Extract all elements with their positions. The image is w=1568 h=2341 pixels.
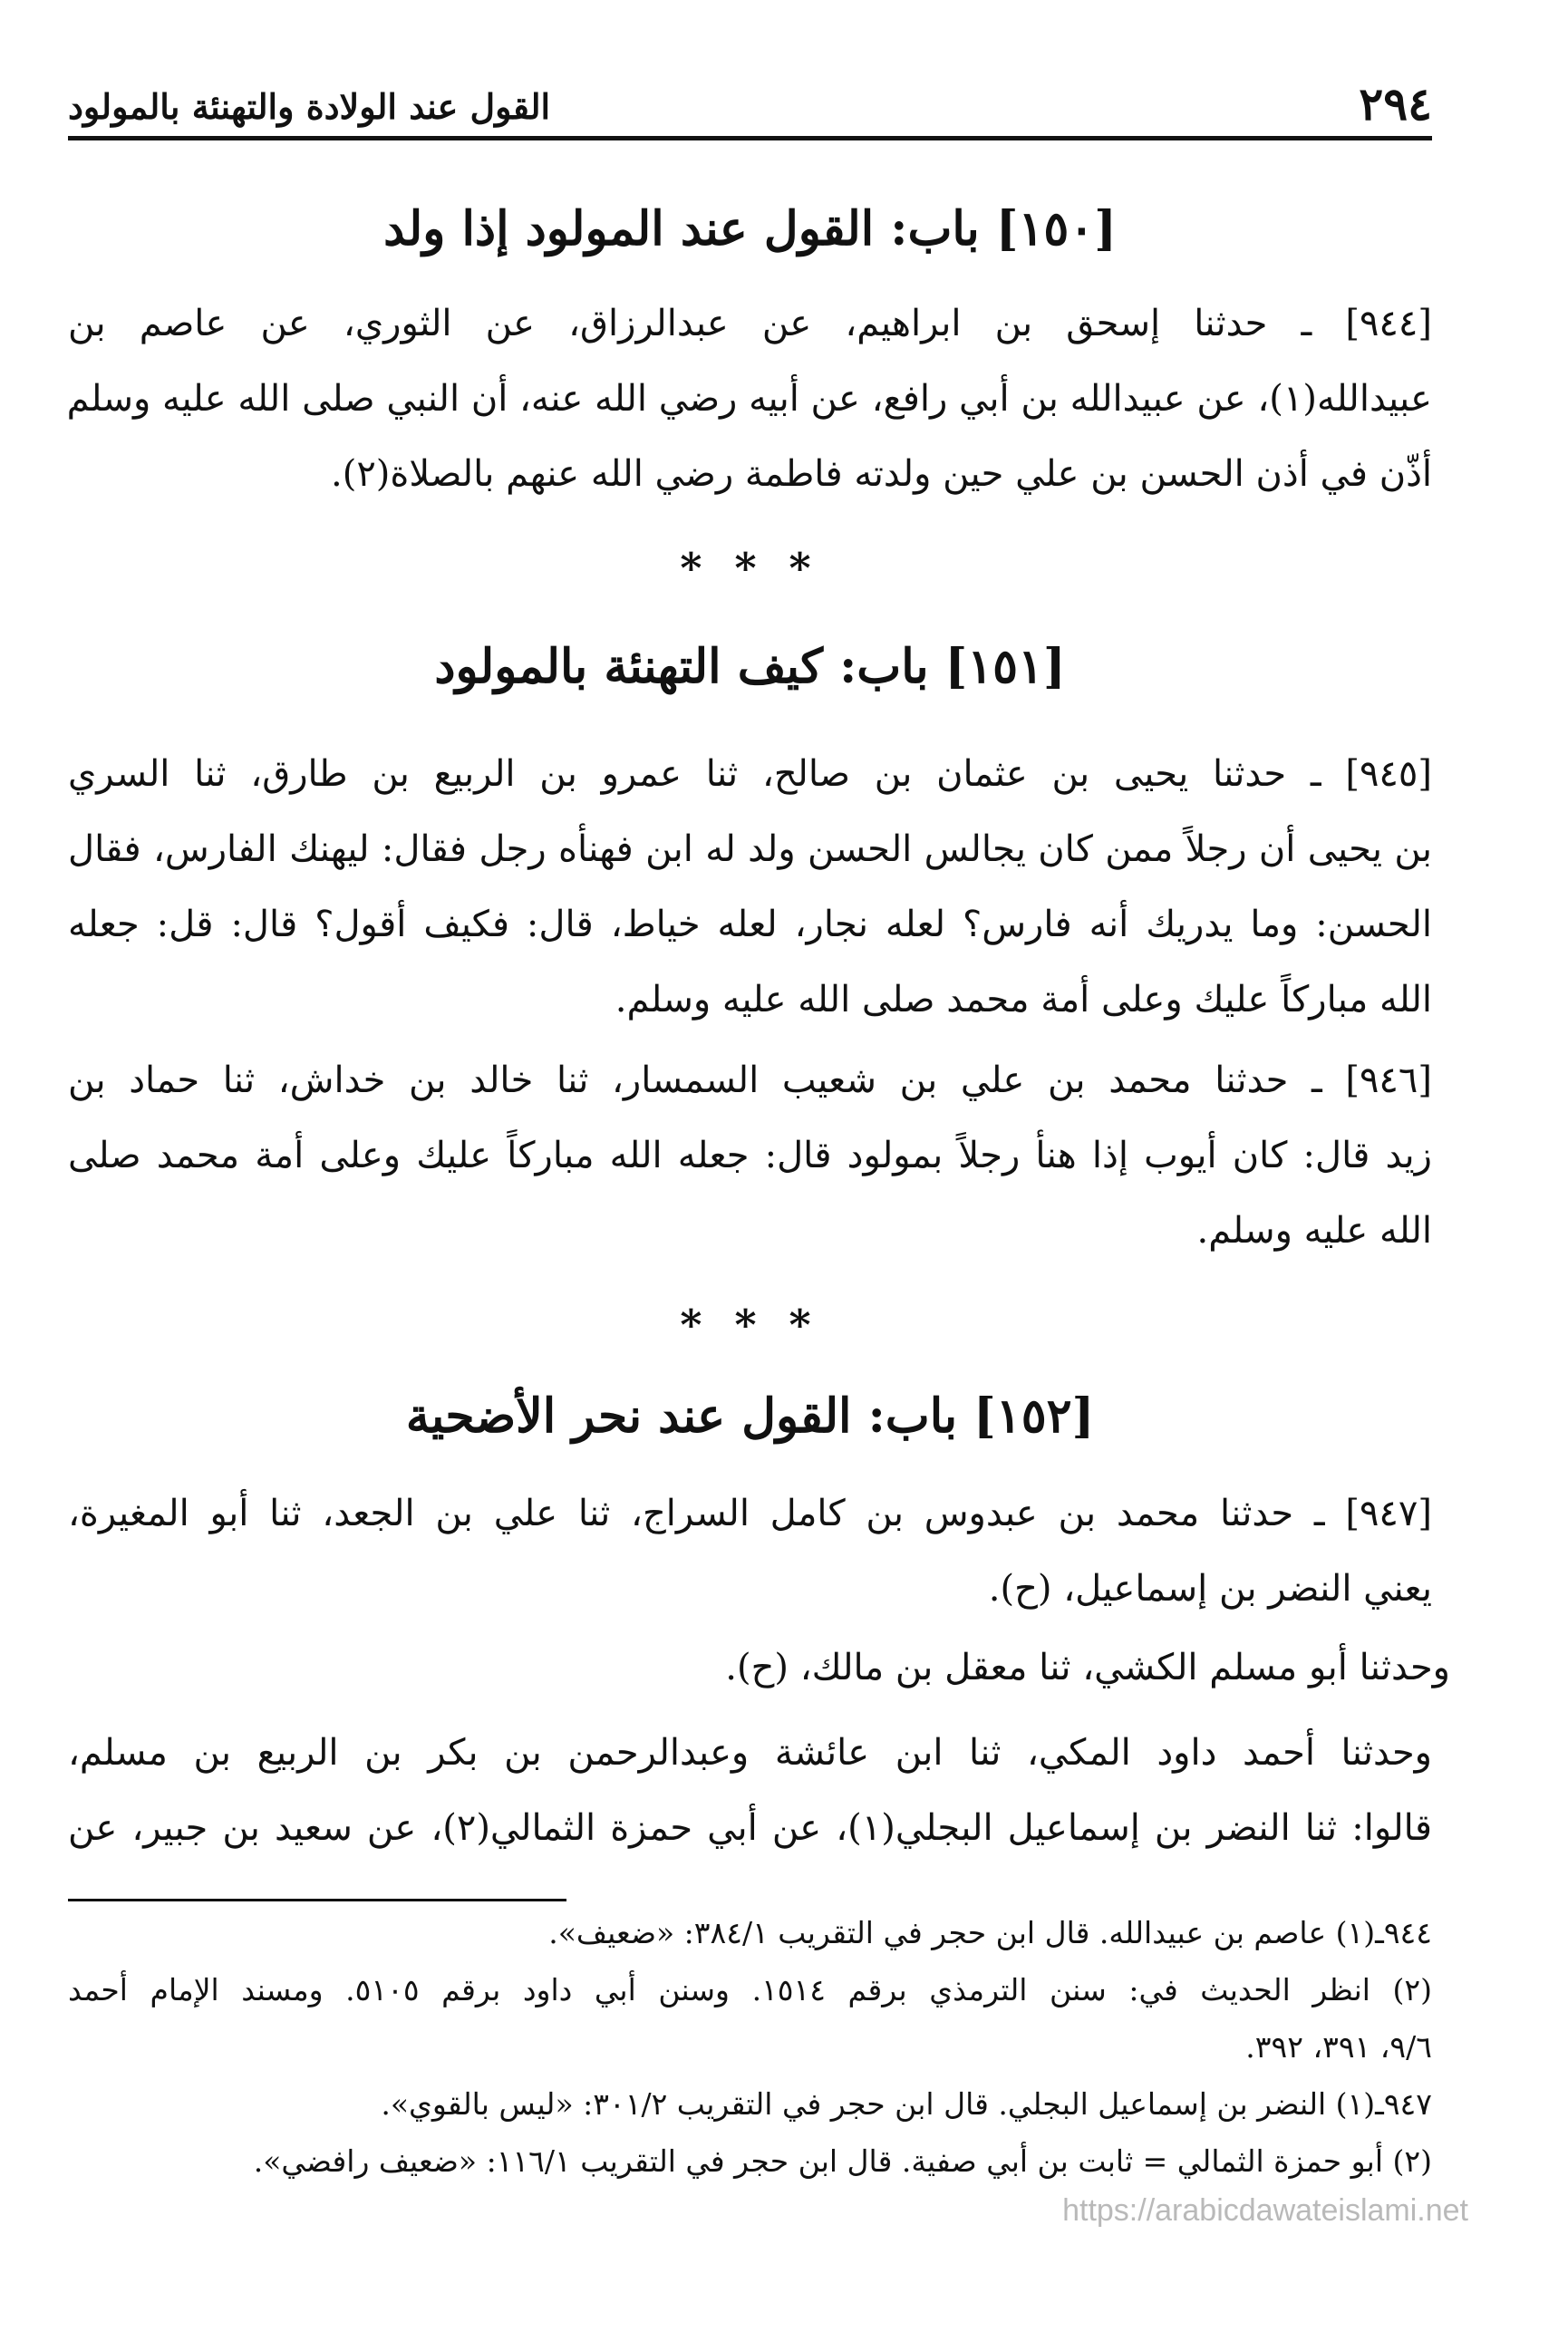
hadith-947-line-1: [٩٤٧] ـ حدثنا محمد بن عبدوس بن كامل السراج، ثنا علي بن الجعد، ثنا أبو المغيرة،: [68, 1493, 1432, 1534]
section-heading-151: [١٥١] باب: كيف التهنئة بالمولود: [434, 639, 1066, 694]
footnote-944-2: (٢) انظر الحديث في: سنن الترمذي برقم ١٥١٤. وسنن أبي داود برقم ٥١٠٥. ومسند الإمام أحمد: [68, 1972, 1432, 2007]
section-heading-152: [١٥٢] باب: القول عند نحر الأضحية: [405, 1388, 1095, 1444]
footnote-947-2: (٢) أبو حمزة الثمالي = ثابت بن أبي صفية. قال ابن حجر في التقريب ١١٦/١: «ضعيف رافضي».: [253, 2143, 1432, 2179]
page-number: ٢٩٤: [1359, 77, 1432, 131]
hadith-945-line-4: الله مباركاً عليك وعلى أمة محمد صلى الله عليه وسلم.: [615, 979, 1432, 1021]
section-separator: * * *: [680, 1301, 820, 1349]
hadith-944-line-3: أذّن في أذن الحسن بن علي حين ولدته فاطمة رضي الله عنهم بالصلاة(٢).: [330, 453, 1432, 495]
hadith-945-line-1: [٩٤٥] ـ حدثنا يحيى بن عثمان بن صالح، ثنا عمرو بن الربيع بن طارق، ثنا السري: [68, 753, 1432, 795]
hadith-946-line-2: زيد قال: كان أيوب إذا هنأ رجلاً بمولود قال: جعله الله مباركاً عليك وعلى أمة محمد صلى: [68, 1135, 1432, 1176]
hadith-946-line-1: [٩٤٦] ـ حدثنا محمد بن علي بن شعيب السمسار، ثنا خالد بن خداش، ثنا حماد بن: [68, 1059, 1432, 1101]
footnote-944-2-cont: ٩/٦، ٣٩١، ٣٩٢.: [1245, 2029, 1432, 2065]
hadith-945-line-2: بن يحيى أن رجلاً ممن كان يجالس الحسن ولد له ابن فهنأه رجل فقال: ليهنك الفارس، فقال: [68, 828, 1432, 870]
hadith-947-line-2: يعني النضر بن إسماعيل، (ح).: [988, 1568, 1432, 1610]
hadith-947-chain-3-line-2: قالوا: ثنا النضر بن إسماعيل البجلي(١)، عن أبي حمزة الثمالي(٢)، عن سعيد بن جبير، عن: [68, 1807, 1432, 1849]
footnote-944-1: ٩٤٤ـ(١) عاصم بن عبيدالله. قال ابن حجر في التقريب ٣٨٤/١: «ضعيف».: [548, 1915, 1432, 1950]
section-heading-150: [١٥٠] باب: القول عند المولود إذا ولد: [383, 201, 1117, 256]
page-header: [68, 74, 1432, 140]
watermark-url: https://arabicdawateislami.net: [1062, 2193, 1468, 2228]
hadith-947-chain-2: وحدثنا أبو مسلم الكشي، ثنا معقل بن مالك، (ح).: [725, 1647, 1450, 1688]
hadith-947-chain-3-line-1: وحدثنا أحمد داود المكي، ثنا ابن عائشة وعبدالرحمن بن بكر بن الربيع بن مسلم،: [68, 1732, 1432, 1774]
footnote-947-1: ٩٤٧ـ(١) النضر بن إسماعيل البجلي. قال ابن حجر في التقريب ٣٠١/٢: «ليس بالقوي».: [381, 2086, 1432, 2122]
hadith-946-line-3: الله عليه وسلم.: [1196, 1210, 1432, 1252]
section-separator: * * *: [680, 544, 820, 593]
hadith-944-line-1: [٩٤٤] ـ حدثنا إسحق بن ابراهيم، عن عبدالرزاق، عن الثوري، عن عاصم بن: [68, 303, 1432, 344]
hadith-944-line-2: عبيدالله(١)، عن عبيدالله بن أبي رافع، عن أبيه رضي الله عنه، أن النبي صلى الله عليه وسلم: [66, 378, 1432, 420]
hadith-945-line-3: الحسن: وما يدريك أنه فارس؟ لعله نجار، لعله خياط، قال: فكيف أقول؟ قال: قل: جعله: [68, 904, 1432, 945]
footnote-rule: [68, 1899, 566, 1901]
running-title: القول عند الولادة والتهنئة بالمولود: [68, 86, 551, 127]
